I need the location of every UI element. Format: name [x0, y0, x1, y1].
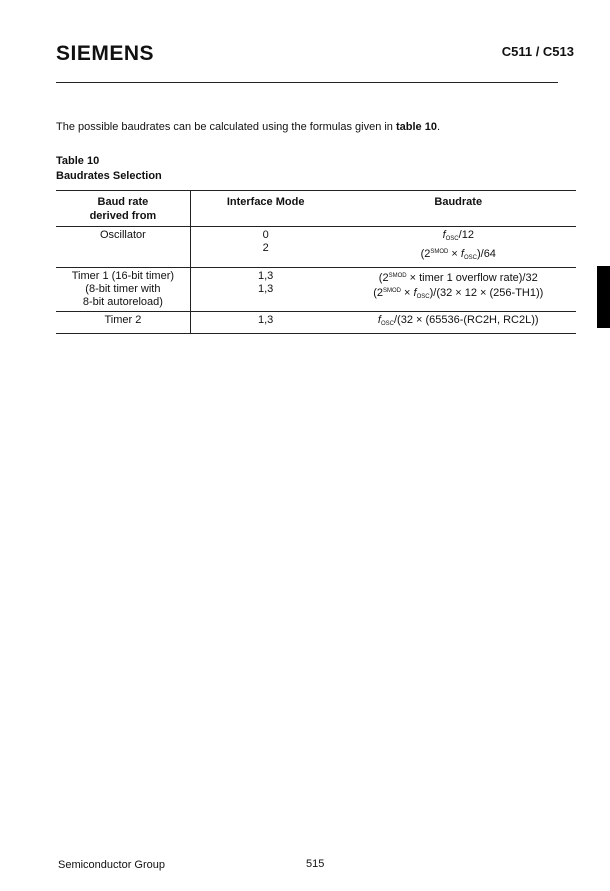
table-header-row — [56, 191, 576, 227]
baudrate-formula — [341, 246, 577, 265]
cell-source — [56, 227, 190, 268]
header-source-line1: Baud rate — [97, 196, 149, 208]
baudrate-formula — [341, 285, 577, 304]
cell-source — [56, 268, 190, 312]
table-reference: table 10 — [396, 121, 437, 133]
formula-subscript: OSC — [380, 321, 394, 327]
table-row — [56, 227, 576, 268]
formula-fosc: f — [442, 229, 446, 241]
formula-fosc: f — [413, 287, 417, 299]
formula-exponent: SMOD — [382, 288, 401, 294]
table-title: Baudrates Selection — [56, 170, 162, 182]
cell-mode — [190, 227, 340, 268]
formula-fosc: f — [377, 314, 381, 326]
formula-tail: )/(32 × 12 × (256-TH1)) — [429, 287, 544, 299]
mode-value: 1,3 — [257, 270, 274, 282]
cell-mode — [190, 268, 340, 312]
formula-exponent: SMOD — [388, 273, 407, 279]
source-line: Timer 2 — [104, 314, 142, 326]
formula-operator: × — [448, 248, 461, 260]
mode-value: 1,3 — [257, 314, 274, 326]
formula-subscript: OSC — [445, 236, 459, 242]
table-row — [56, 268, 576, 312]
header-source — [56, 191, 190, 227]
source-line: (8-bit timer with — [85, 283, 161, 295]
cell-baudrate — [341, 268, 577, 312]
formula-prefix: (2 — [378, 272, 389, 284]
baudrate-formula — [341, 229, 577, 246]
source-line: 8-bit autoreload) — [82, 296, 163, 308]
table-body — [56, 227, 576, 334]
intro-text: The possible baudrates can be calculated using the formulas given in — [56, 121, 396, 133]
siemens-logo: SIEMENS — [56, 42, 155, 65]
source-line: Timer 1 (16-bit timer) — [71, 270, 175, 282]
table-number: Table 10 — [56, 155, 100, 167]
table-caption — [56, 154, 162, 184]
header-baudrate: Baudrate — [341, 191, 577, 227]
mode-value: 1,3 — [257, 283, 274, 295]
footer-publisher: Semiconductor Group — [58, 859, 165, 871]
intro-paragraph — [56, 121, 440, 133]
source-line: Oscillator — [99, 229, 146, 241]
header-mode: Interface Mode — [190, 191, 340, 227]
page-number: 515 — [306, 858, 325, 870]
formula-subscript: OSC — [463, 255, 477, 261]
cell-baudrate — [341, 227, 577, 268]
formula-tail: /(32 × (65536-(RC2H, RC2L)) — [393, 314, 539, 326]
formula-fosc: f — [460, 248, 464, 260]
formula-operator: × — [400, 287, 414, 299]
header-source-line2: derived from — [89, 210, 157, 222]
cell-mode — [190, 312, 340, 334]
cell-baudrate — [341, 312, 577, 334]
baudrates-table — [56, 190, 576, 334]
intro-period: . — [436, 121, 441, 133]
formula-tail: )/64 — [476, 248, 496, 260]
document-id: C511 / C513 — [501, 44, 574, 59]
formula-tail: × timer 1 overflow rate)/32 — [406, 272, 538, 284]
section-tab-marker — [597, 266, 610, 328]
baudrate-formula — [341, 270, 577, 285]
formula-exponent: SMOD — [430, 249, 449, 255]
header-rule — [56, 82, 558, 83]
baudrate-formula — [341, 314, 577, 331]
table-row — [56, 312, 576, 334]
formula-prefix: (2 — [373, 287, 383, 299]
formula-prefix: (2 — [420, 248, 431, 260]
mode-value: 2 — [262, 242, 269, 254]
formula-tail: /12 — [458, 229, 474, 241]
formula-subscript: OSC — [416, 294, 430, 300]
cell-source — [56, 312, 190, 334]
mode-value: 0 — [262, 229, 269, 241]
